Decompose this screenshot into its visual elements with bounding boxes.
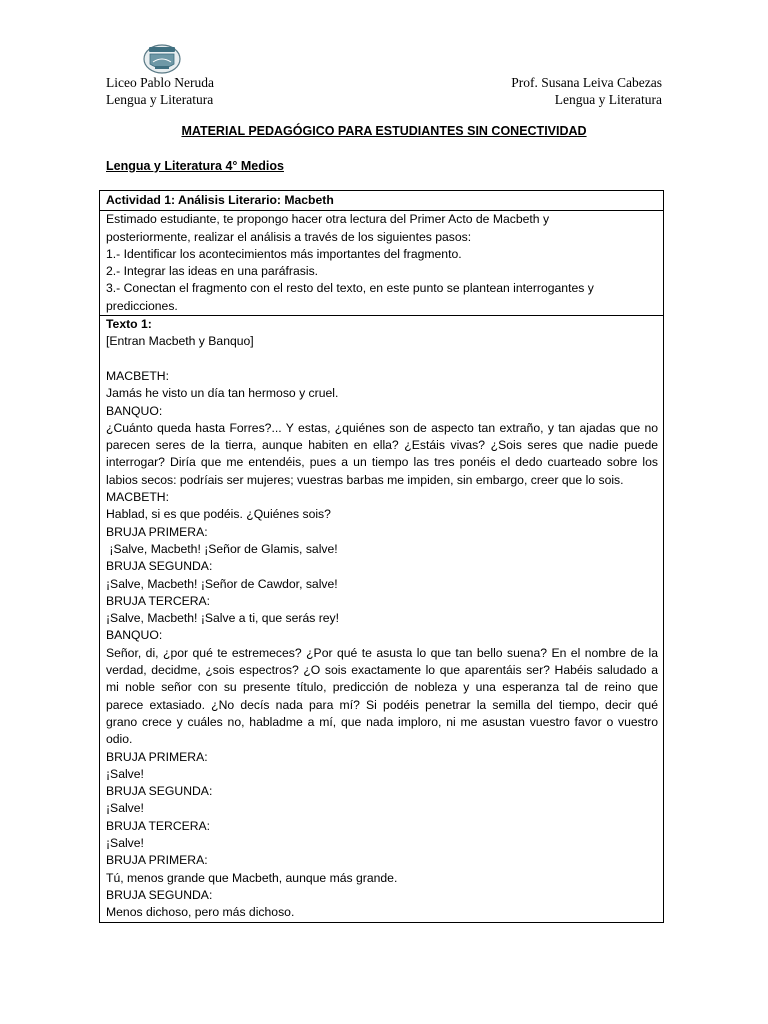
activity-heading: Actividad 1: Análisis Literario: Macbeth [100,191,663,211]
dialogue-line: ¡Salve! [106,766,144,781]
instruction-line: predicciones. [106,298,178,313]
dialogue-line: Tú, menos grande que Macbeth, aunque más grande. [106,870,398,885]
stage-direction: [Entran Macbeth y Banquo] [106,334,254,349]
dialogue-line: ¡Salve, Macbeth! ¡Salve a ti, que serás rey! [106,611,340,626]
dialogue-line: Jamás he visto un día tan hermoso y cruel. [106,386,339,401]
speaker-label: BRUJA SEGUNDA: [106,784,213,799]
dialogue-line: parecen seres de la tierra, aunque habiten en ella? ¿Estáis vivas? ¿Sois seres que nadie puede [106,438,658,453]
instruction-line: posteriormente, realizar el análisis a través de los siguientes pasos: [106,229,472,244]
dialogue-line: ¡Salve! [106,835,144,850]
dialogue-line: ¿Cuánto queda hasta Forres?... Y estas, ¿quiénes son de aspecto tan extraño, y tan ajadas que no [106,420,658,435]
dialogue-line: labios secos: podríais ser mujeres; vuestras barbas me impiden, sin embargo, creer que lo sois. [106,472,624,487]
speaker-label: BRUJA SEGUNDA: [106,559,213,574]
instruction-line: 2.- Integrar las ideas en una paráfrasis. [106,264,319,279]
dialogue-line: Señor, di, ¿por qué te estremeces? ¿Por qué te asusta lo que tan bello suena? En el nombre de la [106,645,658,660]
subject-left: Lengua y Literatura [106,92,214,107]
header-left [106,74,214,108]
dialogue-line: grano crece y cuáles no, habladme a mí, que nada imploro, ni me asustan vuestro favor o vuestro [106,714,658,729]
dialogue-line: Menos dichoso, pero más dichoso. [106,905,295,920]
dialogue-line: odio. [106,732,133,747]
speaker-label: BANQUO: [106,628,163,643]
speaker-label: BRUJA TERCERA: [106,593,211,608]
speaker-label: BRUJA PRIMERA: [106,749,208,764]
speaker-label: MACBETH: [106,368,169,383]
page-title: MATERIAL PEDAGÓGICO PARA ESTUDIANTES SIN CONECTIVIDAD [181,124,587,138]
page-subtitle: Lengua y Literatura 4° Medios [106,159,284,173]
dialogue-line: ¡Salve! [106,801,144,816]
speaker-label: BANQUO: [106,403,163,418]
dialogue-line: ¡Salve, Macbeth! ¡Señor de Cawdor, salve! [106,576,338,591]
instruction-line: Estimado estudiante, te propongo hacer otra lectura del Primer Acto de Macbeth y [106,212,550,227]
speaker-label: MACBETH: [106,490,169,505]
speaker-label: BRUJA SEGUNDA: [106,887,213,902]
text-heading: Texto 1: [106,317,152,332]
instructions-cell [100,211,663,316]
text-cell [100,316,663,921]
speaker-label: BRUJA PRIMERA: [106,853,208,868]
subject-right: Lengua y Literatura [554,92,662,107]
activity-table [99,190,664,923]
blank-line [106,351,658,368]
instruction-line: 1.- Identificar los acontecimientos más importantes del fragmento. [106,246,462,261]
school-name: Liceo Pablo Neruda [106,75,214,90]
dialogue-line: mi noble señor con su presente título, predicción de nobleza y una esperanza tal de reino que [106,680,658,695]
dialogue-line: parece extasiado. ¿No decís nada para mí? Si podéis penetrar la semilla del tiempo, decir qué [106,697,658,712]
dialogue-line: verdad, decidme, ¿sois espectros? ¿O sois exactamente lo que aparentáis ser? Habéis saludado a [106,663,658,678]
dialogue-line: interrogar? Diría que me entendéis, pues a un tiempo las tres ponéis el dedo cuarteado sobre los [106,455,658,470]
dialogue-line: Hablad, si es que podéis. ¿Quiénes sois? [106,507,331,522]
speaker-label: BRUJA TERCERA: [106,818,211,833]
dialogue-line: ¡Salve, Macbeth! ¡Señor de Glamis, salve! [106,541,338,556]
speaker-label: BRUJA PRIMERA: [106,524,208,539]
header-right [511,74,662,108]
school-logo [143,43,181,75]
teacher-name: Prof. Susana Leiva Cabezas [511,75,662,90]
instruction-line: 3.- Conectan el fragmento con el resto del texto, en este punto se plantean interrogantes y [106,281,594,296]
